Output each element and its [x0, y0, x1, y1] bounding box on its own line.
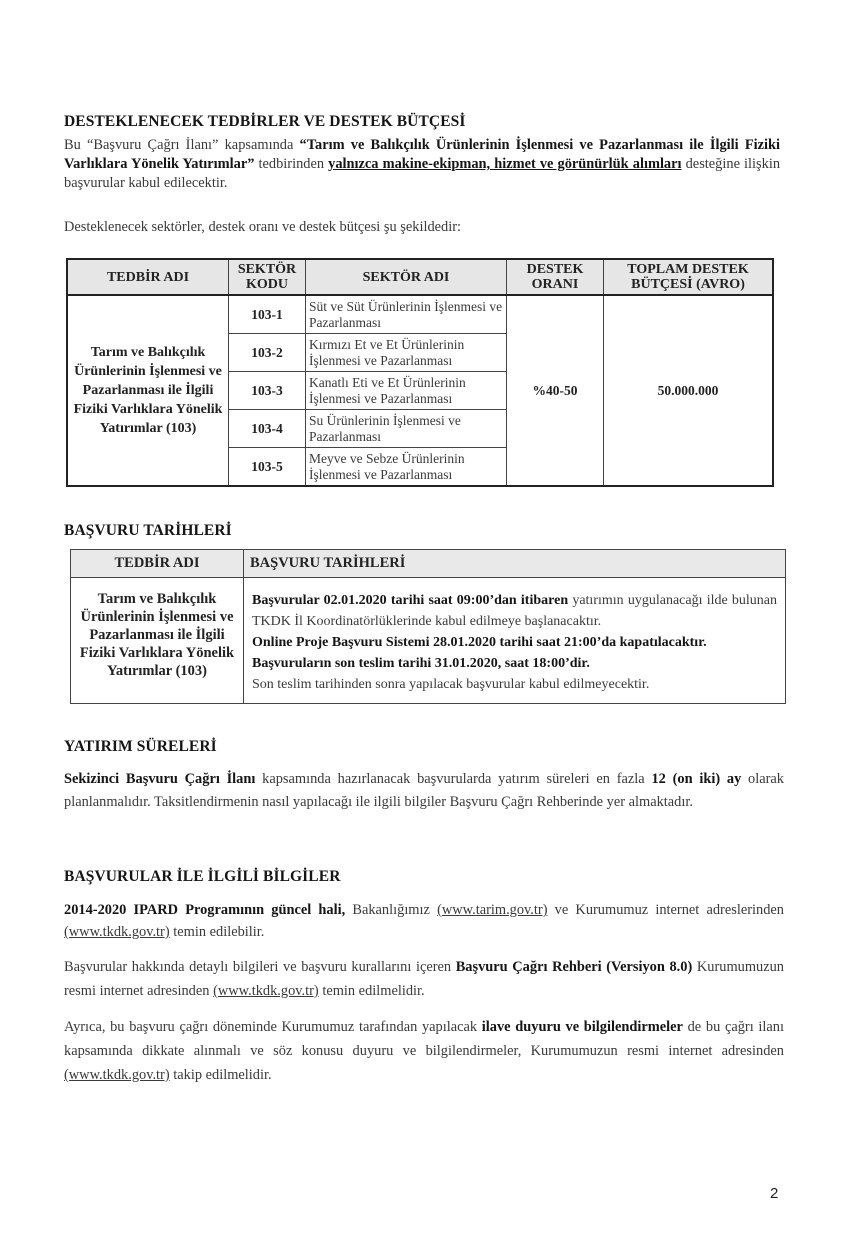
header-tedbir-adi: TEDBİR ADI	[71, 550, 244, 578]
sektor-adi-cell: Kanatlı Eti ve Et Ürünlerinin İşlenmesi ve Pazarlanması	[306, 372, 507, 410]
header-tedbir-adi: TEDBİR ADI	[67, 259, 229, 295]
section-heading-basvuru-bilgiler: BAŞVURULAR İLE İLGİLİ BİLGİLER	[64, 868, 341, 885]
intro-paragraph: Bu “Başvuru Çağrı İlanı” kapsamında “Tarım ve Balıkçılık Ürünlerinin İşlenmesi ve Pazarlanması ile İlgili Fiziki Varlıklara Yönelik Yatırımlar” tedbirinden yalnızca makine-ekipman, hizmet ve görünürlük alımları desteğine ilişkin başvurular kabul edilecektir.	[64, 137, 781, 191]
dates-cell: Başvurular 02.01.2020 tarihi saat 09:00’dan itibaren yatırımın uygulanacağı ilde bulunan TKDK İl Koordinatörlüklerinde kabul edilmeye başlanacaktır. Online Proje Başvuru Sistemi 28.01.2020 tarihi saat 21:00’da kapatılacaktır. Başvuruların son teslim tarihi 31.01.2020, saat 18:00’dir. Son teslim tarihinden sonra yapılacak başvurular kabul edilmeyecektir.	[244, 578, 786, 704]
sektor-kodu-cell: 103-2	[229, 334, 306, 372]
sektor-kodu-cell: 103-1	[229, 295, 306, 334]
tkdk-link[interactable]: (www.tkdk.gov.tr)	[213, 983, 319, 999]
table-row	[71, 578, 786, 704]
destek-orani-cell: %40-50	[507, 295, 604, 486]
guide-paragraph: Başvurular hakkında detaylı bilgileri ve başvuru kurallarını içeren Başvuru Çağrı Rehberi (Versiyon 8.0) Kurumumuzun resmi internet adresinden (www.tkdk.gov.tr) temin edilmelidir.	[64, 959, 785, 999]
ipard-paragraph: 2014-2020 IPARD Programının güncel hali, Bakanlığımız (www.tarim.gov.tr) ve Kurumumuz internet adreslerinden (www.tkdk.gov.tr) temin edilebilir.	[64, 902, 784, 940]
header-basvuru-tarihleri: BAŞVURU TARİHLERİ	[244, 550, 786, 578]
sektor-adi-cell: Meyve ve Sebze Ürünlerinin İşlenmesi ve Pazarlanması	[306, 448, 507, 487]
header-destek-orani: DESTEK ORANI	[507, 259, 604, 295]
sektor-adi-cell: Süt ve Süt Ürünlerinin İşlenmesi ve Pazarlanması	[306, 295, 507, 334]
header-sektor-kodu: SEKTÖR KODU	[229, 259, 306, 295]
table-header-row	[71, 550, 786, 578]
section-heading-tedbirler: DESTEKLENECEK TEDBİRLER VE DESTEK BÜTÇESİ	[64, 113, 466, 130]
sektor-kodu-cell: 103-5	[229, 448, 306, 487]
start-date-text: Başvurular 02.01.2020 tarihi saat 09:00’dan itibaren	[252, 593, 569, 608]
underlined-scope: yalnızca makine-ekipman, hizmet ve görünürlük alımları	[328, 156, 682, 172]
late-note: Son teslim tarihinden sonra yapılacak başvurular kabul edilmeyecektir.	[252, 677, 650, 692]
deadline-text: Başvuruların son teslim tarihi 31.01.2020, saat 18:00’dir.	[252, 656, 590, 671]
tedbir-adi-cell: Tarım ve Balıkçılık Ürünlerinin İşlenmesi ve Pazarlanması ile İlgili Fiziki Varlıklara Yönelik Yatırımlar (103)	[71, 578, 244, 704]
section-heading-basvuru-tarihleri: BAŞVURU TARİHLERİ	[64, 522, 232, 539]
tedbir-adi-cell: Tarım ve Balıkçılık Ürünlerinin İşlenmesi ve Pazarlanması ile İlgili Fiziki Varlıklara Yönelik Yatırımlar (103)	[67, 295, 229, 486]
tarim-link[interactable]: (www.tarim.gov.tr)	[437, 902, 548, 918]
section-heading-yatirim-sureleri: YATIRIM SÜRELERİ	[64, 738, 217, 755]
toplam-butce-cell: 50.000.000	[604, 295, 774, 486]
tkdk-link[interactable]: (www.tkdk.gov.tr)	[64, 924, 170, 940]
sectors-intro: Desteklenecek sektörler, destek oranı ve destek bütçesi şu şekildedir:	[64, 219, 462, 235]
table-row	[67, 295, 773, 334]
sektor-adi-cell: Kırmızı Et ve Et Ürünlerinin İşlenmesi ve Pazarlanması	[306, 334, 507, 372]
support-budget-table	[66, 258, 774, 487]
sektor-kodu-cell: 103-3	[229, 372, 306, 410]
measure-name: “Tarım ve Balıkçılık Ürünlerinin İşlenmesi ve Pazarlanması ile İlgili Fiziki Varlıklara Yönelik Yatırımlar”	[64, 137, 780, 172]
header-toplam-butce: TOPLAM DESTEK BÜTÇESİ (AVRO)	[604, 259, 774, 295]
sektor-kodu-cell: 103-4	[229, 410, 306, 448]
application-dates-table	[70, 549, 786, 704]
investment-duration-paragraph: Sekizinci Başvuru Çağrı İlanı kapsamında hazırlanacak başvurularda yatırım süreleri en fazla 12 (on iki) ay olarak planlanmalıdır. Taksitlendirmenin nasıl yapılacağı ile ilgili bilgiler Başvuru Çağrı Rehberinde yer almaktadır.	[64, 771, 784, 810]
table-header-row	[67, 259, 773, 295]
tkdk-link[interactable]: (www.tkdk.gov.tr)	[64, 1067, 170, 1083]
header-sektor-adi: SEKTÖR ADI	[306, 259, 507, 295]
page-number: 2	[770, 1185, 779, 1202]
sektor-adi-cell: Su Ürünlerinin İşlenmesi ve Pazarlanması	[306, 410, 507, 448]
online-close-text: Online Proje Başvuru Sistemi 28.01.2020 tarihi saat 21:00’da kapatılacaktır.	[252, 635, 707, 650]
announcements-paragraph: Ayrıca, bu başvuru çağrı döneminde Kurumumuz tarafından yapılacak ilave duyuru ve bilgilendirmeler de bu çağrı ilanı kapsamında dikkate alınmalı ve söz konusu duyuru ve bilgilendirmeler, Kurumumuzun resmi internet adresinden (www.tkdk.gov.tr) takip edilmelidir.	[64, 1019, 784, 1083]
